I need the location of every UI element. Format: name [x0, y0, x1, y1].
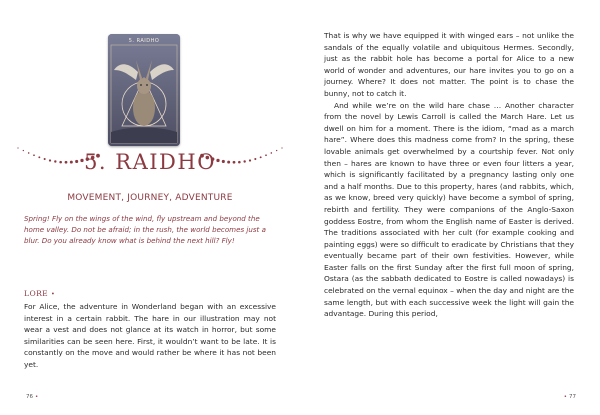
page-number: 77 — [569, 394, 576, 400]
card-title: 5. RAIDHO — [128, 38, 160, 44]
bullet-icon: • — [51, 291, 56, 298]
body-paragraph: For Alice, the adventure in Wonderland began with an excessive interest in a certain rabbit. The hare in our illustration may not wear a vest and does not glance at its watch in horror, but some similarities can be seen here. First, it wouldn’t want to be late. It is constantly on the move and would rather be where it has not been yet. — [24, 302, 276, 369]
lore-heading-label: LORE — [24, 289, 49, 298]
chapter-title: 5. RAIDHO — [84, 150, 216, 174]
intro-text: Spring! Fly on the wings of the wind, fly upstream and beyond the home valley. Do not be afraid; in the rush, the world becomes just a blur. Do you already know what is behind the next hill? Fly! — [24, 214, 266, 245]
page-number-right — [562, 394, 576, 400]
right-body — [324, 30, 574, 320]
body-paragraph: And while we’re on the wild hare chase … Another character from the novel by Lewis Carroll is called the March Hare. Let us dwell on him for a moment. There is the idiom, “mad as a march hare”. Where does this madness come from? In the spring, these lovable animals get overwhelmed by a courtship fever. Not only then – hares are known to have three or even four litters a year, which is significantly facilitated by a pregnancy lasting only one and a half months. Due to this property, hares (and rabbits, which, as we know, breed very quickly) have become a symbol of spring, rebirth and fertility. They were companions of the Anglo-Saxon goddess Eostre, from whom the English name of Easter is derived. The traditions associated with her cult (for example cooking and painting eggs) were so difficult to eradicate by Christians that they eventually became part of their own festivities. However, while Easter falls on the first Sunday after the first full moon of spring, Ostara (as the sabbath dedicated to Eostre is called nowadays) is celebrated on the vernal equinox – when the day and night are the same length, but with each successive week the light will gain the advantage. During this period, — [324, 100, 574, 319]
ornament-bead — [281, 147, 282, 148]
right-page — [300, 0, 600, 415]
lore-heading — [24, 289, 55, 298]
bullet-icon: • — [563, 394, 567, 400]
body-paragraph: That is why we have equipped it with winged ears – not unlike the sandals of the equally volatile and ubiquitous Hermes. Secondly, just as the rabbit hole has become a portal for Alice to a new world of wonder and adventures, our hare invites you to go on a journey. Where? It does not matter. The point is to chase the bunny, not to catch it. — [324, 31, 574, 98]
left-body — [24, 301, 276, 371]
page-number: 76 — [26, 394, 33, 400]
chapter-subtitle: MOVEMENT, JOURNEY, ADVENTURE — [67, 193, 233, 203]
page-number-left — [26, 394, 40, 400]
bullet-icon: • — [35, 394, 39, 400]
ornament-bead — [17, 147, 18, 148]
